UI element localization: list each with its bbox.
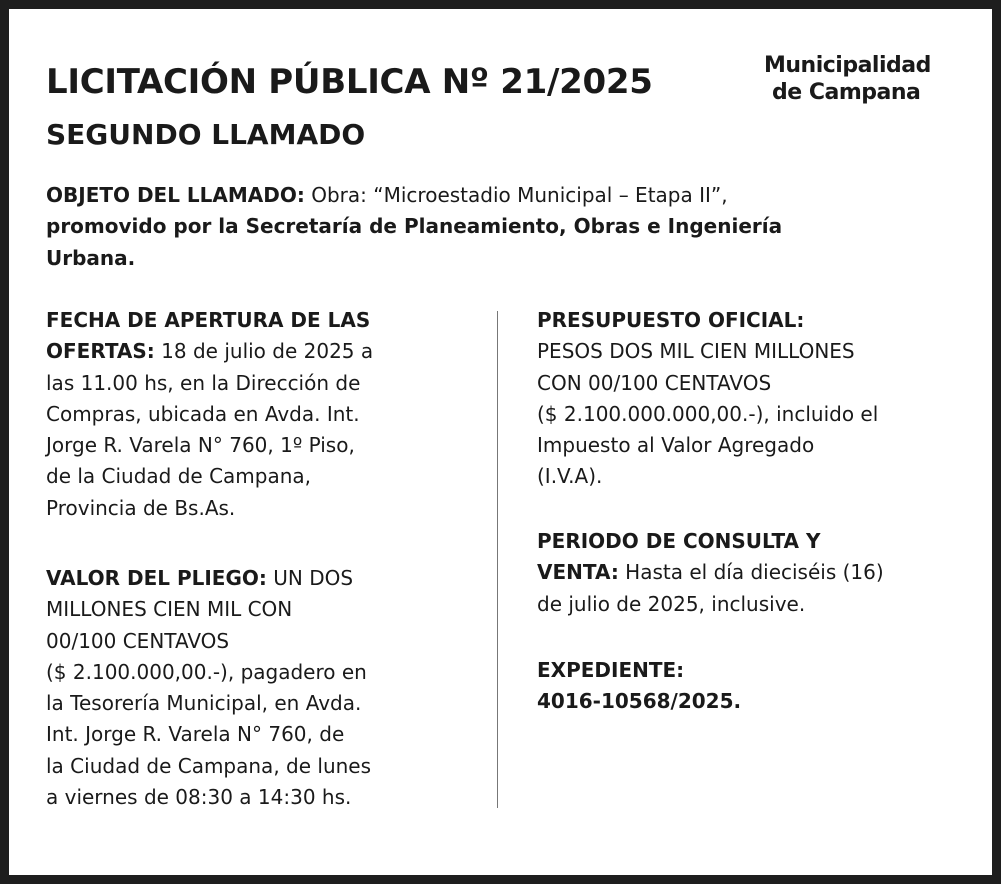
fecha-label-2: OFERTAS: xyxy=(46,339,155,364)
column-divider xyxy=(497,311,498,808)
municipality-logo xyxy=(764,52,931,106)
fecha-text-first: 18 de julio de 2025 a xyxy=(154,339,374,364)
expediente-section xyxy=(537,655,977,718)
presupuesto-text-line: PESOS DOS MIL CIEN MILLONES xyxy=(537,339,855,364)
objeto-text-2: promovido por la Secretaría de Planeamiento, Obras e Ingeniería xyxy=(46,214,783,239)
valor-text-first: UN DOS xyxy=(266,566,354,590)
presupuesto-text-line: CON 00/100 CENTAVOS xyxy=(537,370,772,395)
valor-text-line: Int. Jorge R. Varela N° 760, de xyxy=(46,722,345,747)
valor-text-line: MILLONES CIEN MIL CON xyxy=(46,597,293,622)
logo-line-1: Municipalidad xyxy=(764,53,931,78)
objeto-text-3: Urbana. xyxy=(46,245,136,270)
valor-text-line: la Ciudad de Campana, de lunes xyxy=(46,753,372,778)
expediente-value: 4016-10568/2025. xyxy=(537,689,742,714)
valor-text-line: la Tesorería Municipal, en Avda. xyxy=(46,691,362,716)
fecha-section xyxy=(46,305,466,524)
consulta-text-line: de julio de 2025, inclusive. xyxy=(537,591,806,616)
valor-text-line: ($ 2.100.000,00.-), pagadero en xyxy=(46,659,367,684)
valor-text-line: 00/100 CENTAVOS xyxy=(46,628,230,653)
presupuesto-text-line: Impuesto al Valor Agregado xyxy=(537,433,815,458)
valor-section xyxy=(46,563,466,813)
fecha-text-line: Jorge R. Varela N° 760, 1º Piso, xyxy=(46,433,355,458)
objeto-label: OBJETO DEL LLAMADO: xyxy=(46,183,305,207)
valor-label: VALOR DEL PLIEGO: xyxy=(46,566,267,590)
consulta-label-2: VENTA: xyxy=(537,560,619,585)
objeto-text-1: Obra: “Microestadio Municipal – Etapa II”, xyxy=(304,183,728,207)
objeto-section xyxy=(46,180,782,274)
presupuesto-text-line: ($ 2.100.000.000,00.-), incluido el xyxy=(537,401,879,426)
consulta-section xyxy=(537,526,977,620)
presupuesto-text-line: (I.V.A). xyxy=(537,464,603,489)
fecha-text-line: las 11.00 hs, en la Dirección de xyxy=(46,370,361,395)
valor-text-line: a viernes de 08:30 a 14:30 hs. xyxy=(46,785,352,810)
fecha-text-line: Provincia de Bs.As. xyxy=(46,495,236,520)
consulta-text-first: Hasta el día dieciséis (16) xyxy=(618,560,884,585)
logo-line-2: de Campana xyxy=(772,80,921,105)
page-title: LICITACIÓN PÚBLICA Nº 21/2025 xyxy=(46,62,653,102)
fecha-text-line: Compras, ubicada en Avda. Int. xyxy=(46,401,360,426)
fecha-text-line: de la Ciudad de Campana, xyxy=(46,464,312,489)
expediente-label: EXPEDIENTE: xyxy=(537,658,685,682)
consulta-label-1: PERIODO DE CONSULTA Y xyxy=(537,529,821,553)
presupuesto-label: PRESUPUESTO OFICIAL: xyxy=(537,308,805,332)
fecha-label-1: FECHA DE APERTURA DE LAS xyxy=(46,308,371,332)
presupuesto-section xyxy=(537,305,977,493)
page-subtitle: SEGUNDO LLAMADO xyxy=(46,118,366,151)
